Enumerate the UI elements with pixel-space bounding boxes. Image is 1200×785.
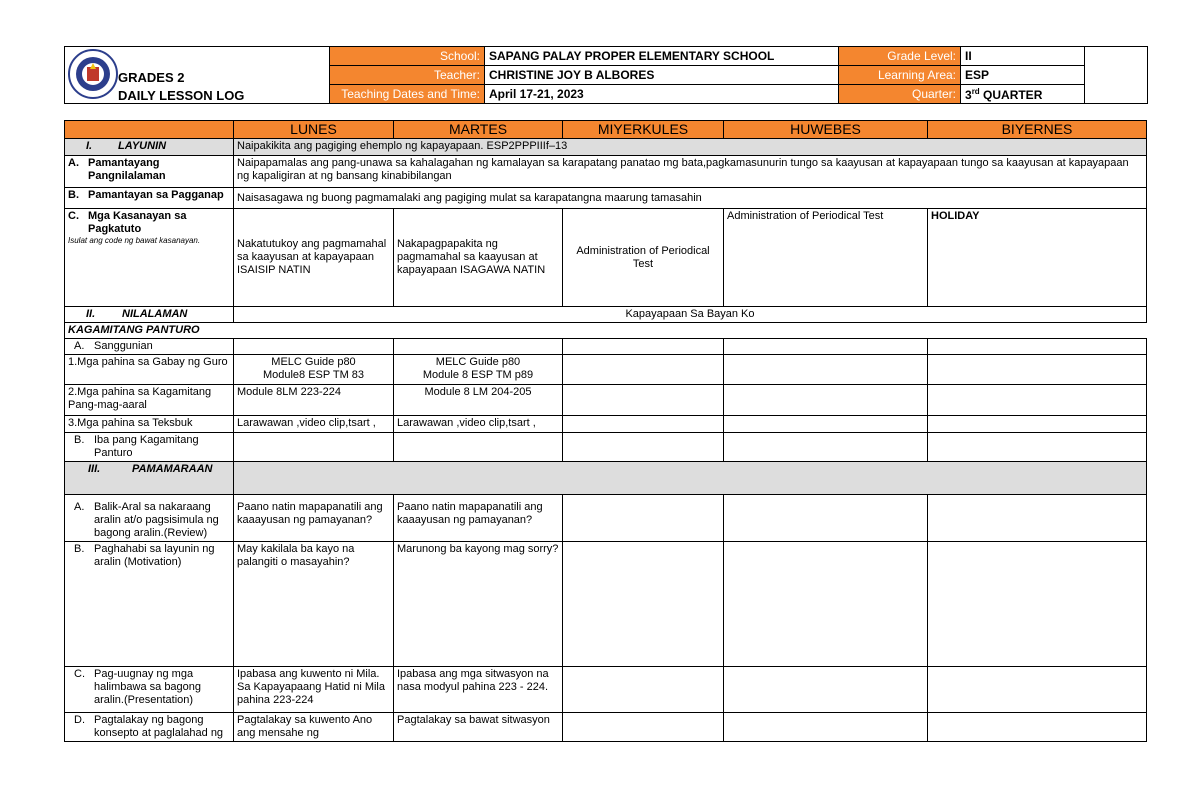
layunin-label bbox=[65, 139, 234, 156]
header-info-table bbox=[329, 46, 1085, 104]
pamamaraan-num: III. bbox=[88, 463, 101, 475]
pag-uugnay-label: Pag-uugnay ng mga halimbawa sa bagong aralin.(Presentation) bbox=[94, 668, 202, 706]
learning-area-label: Learning Area: bbox=[839, 66, 961, 85]
layunin-text: LAYUNIN bbox=[118, 140, 167, 152]
table-row bbox=[65, 339, 1147, 355]
balik-aral-martes: Paano natin mapapanatili ang kaaayusan ng pamayanan? bbox=[394, 495, 563, 542]
pag-uugnay-letter: C. bbox=[74, 668, 85, 680]
dates-label: Teaching Dates and Time: bbox=[330, 85, 485, 104]
table-row bbox=[65, 188, 1147, 209]
day-header-miyerkules: MIYERKULES bbox=[563, 121, 724, 139]
layunin-value: Naipakikita ang pagiging ehemplo ng kapayapaan. ESP2PPPIIIf–13 bbox=[234, 139, 1147, 156]
pamantayang-pangnilalaman-value: Naipapamalas ang pang-unawa sa kahalagahan ng kamalayan sa karapatang panatao mg bata,pagkamasunurin tungo sa kaayusan at kapayapaan tungo sa kaayusan at kapayapaan ng kapaligiran at ng bansang kinabibilangan bbox=[234, 156, 1147, 188]
pagtalakay-martes: Pagtalakay sa bawat sitwasyon bbox=[394, 713, 563, 742]
sanggunian-letter: A. bbox=[74, 340, 85, 352]
gabay-guro-lunes-2: Module8 ESP TM 83 bbox=[262, 369, 365, 381]
table-row bbox=[65, 323, 1147, 339]
table-row bbox=[65, 139, 1147, 156]
pamantayan-pagganap-letter: B. bbox=[68, 189, 79, 201]
day-header-blank bbox=[65, 121, 234, 139]
pamamaraan-label: PAMAMARAAN bbox=[132, 463, 213, 475]
kasanayan-martes: Nakapagpapakita ng pagmamahal sa kaayusan at kapayapaan ISAGAWA NATIN bbox=[394, 209, 563, 307]
table-row bbox=[65, 433, 1147, 462]
day-header-lunes: LUNES bbox=[234, 121, 394, 139]
kasanayan-label: Mga Kasanayan sa Pagkatuto bbox=[88, 210, 187, 235]
table-row bbox=[65, 416, 1147, 433]
table-row bbox=[65, 385, 1147, 416]
iba-kagamitan-label: Iba pang Kagamitang Panturo bbox=[94, 434, 199, 459]
table-row bbox=[65, 667, 1147, 713]
pag-uugnay-lunes: Ipabasa ang kuwento ni Mila. Sa Kapayapaang Hatid ni Mila pahina 223-224 bbox=[234, 667, 394, 713]
pag-uugnay-martes: Ipabasa ang mga sitwasyon na nasa modyul pahina 223 - 224. bbox=[394, 667, 563, 713]
kasanayan-biyernes: HOLIDAY bbox=[928, 209, 1147, 307]
kagamitang-mag-aaral-lunes: Module 8LM 223-224 bbox=[234, 385, 394, 416]
school-label: School: bbox=[330, 47, 485, 66]
paghahabi-lunes: May kakilala ba kayo na palangiti o masayahin? bbox=[234, 542, 394, 667]
balik-aral-label: Balik-Aral sa nakaraang aralin at/o pagsisimula ng bagong aralin.(Review) bbox=[94, 501, 219, 539]
table-row bbox=[65, 542, 1147, 667]
kagamitan-label: KAGAMITANG PANTURO bbox=[65, 323, 1147, 339]
grade-level-label: Grade Level: bbox=[839, 47, 961, 66]
paghahabi-martes: Marunong ba kayong mag sorry? bbox=[394, 542, 563, 667]
table-row bbox=[65, 355, 1147, 385]
kasanayan-miyerkules: Administration of Periodical Test bbox=[563, 209, 724, 307]
form-title-dll: DAILY LESSON LOG bbox=[118, 88, 245, 103]
pamantayang-pangnilalaman-letter: A. bbox=[68, 157, 79, 169]
balik-aral-letter: A. bbox=[74, 501, 85, 513]
quarter-label: Quarter: bbox=[839, 85, 961, 104]
table-row bbox=[65, 713, 1147, 742]
paghahabi-label: Paghahabi sa layunin ng aralin (Motivation) bbox=[94, 543, 215, 568]
kasanayan-lunes: Nakatutukoy ang pagmamahal sa kaayusan at kapayapaan ISAISIP NATIN bbox=[234, 209, 394, 307]
day-header-huwebes: HUWEBES bbox=[724, 121, 928, 139]
nilalaman-num: II. bbox=[86, 308, 96, 320]
sanggunian-label: Sanggunian bbox=[94, 340, 153, 352]
table-row bbox=[65, 209, 1147, 307]
kasanayan-letter: C. bbox=[68, 210, 79, 222]
pamantayang-pangnilalaman-label: Pamantayang Pangnilalaman bbox=[88, 157, 166, 182]
teacher-value: CHRISTINE JOY B ALBORES bbox=[485, 66, 839, 85]
deped-seal-logo bbox=[68, 49, 118, 99]
school-value: SAPANG PALAY PROPER ELEMENTARY SCHOOL bbox=[485, 47, 839, 66]
pagtalakay-letter: D. bbox=[74, 714, 85, 726]
form-title-grade: GRADES 2 bbox=[118, 70, 185, 85]
iba-kagamitan-letter: B. bbox=[74, 434, 85, 446]
table-row bbox=[65, 307, 1147, 323]
quarter-number: 3 bbox=[965, 87, 972, 102]
pamantayan-pagganap-label: Pamantayan sa Pagganap bbox=[88, 189, 224, 201]
kasanayan-huwebes: Administration of Periodical Test bbox=[724, 209, 928, 307]
day-header-row bbox=[65, 121, 1147, 139]
gabay-guro-martes-1: MELC Guide p80 bbox=[435, 356, 521, 368]
gabay-guro-label: 1.Mga pahina sa Gabay ng Guro bbox=[65, 355, 234, 385]
gabay-guro-lunes-1: MELC Guide p80 bbox=[271, 356, 356, 368]
balik-aral-lunes: Paano natin mapapanatili ang kaaayusan ng pamayanan? bbox=[234, 495, 394, 542]
kagamitang-mag-aaral-martes: Module 8 LM 204-205 bbox=[394, 385, 563, 416]
grade-level-value: II bbox=[961, 47, 1085, 66]
layunin-num: I. bbox=[86, 140, 93, 152]
paghahabi-letter: B. bbox=[74, 543, 85, 555]
quarter-text: QUARTER bbox=[979, 87, 1043, 102]
dates-value: April 17-21, 2023 bbox=[485, 85, 839, 104]
teacher-label: Teacher: bbox=[330, 66, 485, 85]
day-header-martes: MARTES bbox=[394, 121, 563, 139]
pagtalakay-lunes: Pagtalakay sa kuwento Ano ang mensahe ng bbox=[234, 713, 394, 742]
nilalaman-value: Kapayapaan Sa Bayan Ko bbox=[234, 307, 1147, 323]
quarter-value bbox=[961, 85, 1085, 104]
learning-area-value: ESP bbox=[961, 66, 1085, 85]
table-row bbox=[65, 462, 1147, 495]
teksbuk-martes: Larawawan ,video clip,tsart , bbox=[394, 416, 563, 433]
gabay-guro-martes-2: Module 8 ESP TM p89 bbox=[422, 369, 534, 381]
teksbuk-label: 3.Mga pahina sa Teksbuk bbox=[65, 416, 234, 433]
day-header-biyernes: BIYERNES bbox=[928, 121, 1147, 139]
pagtalakay-label: Pagtalakay ng bagong konsepto at paglalahad ng bbox=[94, 714, 224, 739]
lesson-log-table bbox=[64, 120, 1147, 742]
table-row bbox=[65, 495, 1147, 542]
kasanayan-note: Isulat ang code ng bawat kasanayan. bbox=[68, 236, 201, 245]
quarter-suffix: rd bbox=[971, 86, 980, 96]
teksbuk-lunes: Larawawan ,video clip,tsart , bbox=[234, 416, 394, 433]
pamantayan-pagganap-value: Naisasagawa ng buong pagmamalaki ang pagiging mulat sa karapatangna maarung tamasahin bbox=[234, 188, 1147, 209]
nilalaman-label: NILALAMAN bbox=[122, 308, 188, 320]
table-row bbox=[65, 156, 1147, 188]
kagamitang-mag-aaral-label: 2.Mga pahina sa Kagamitang Pang-mag-aaral bbox=[65, 385, 234, 416]
